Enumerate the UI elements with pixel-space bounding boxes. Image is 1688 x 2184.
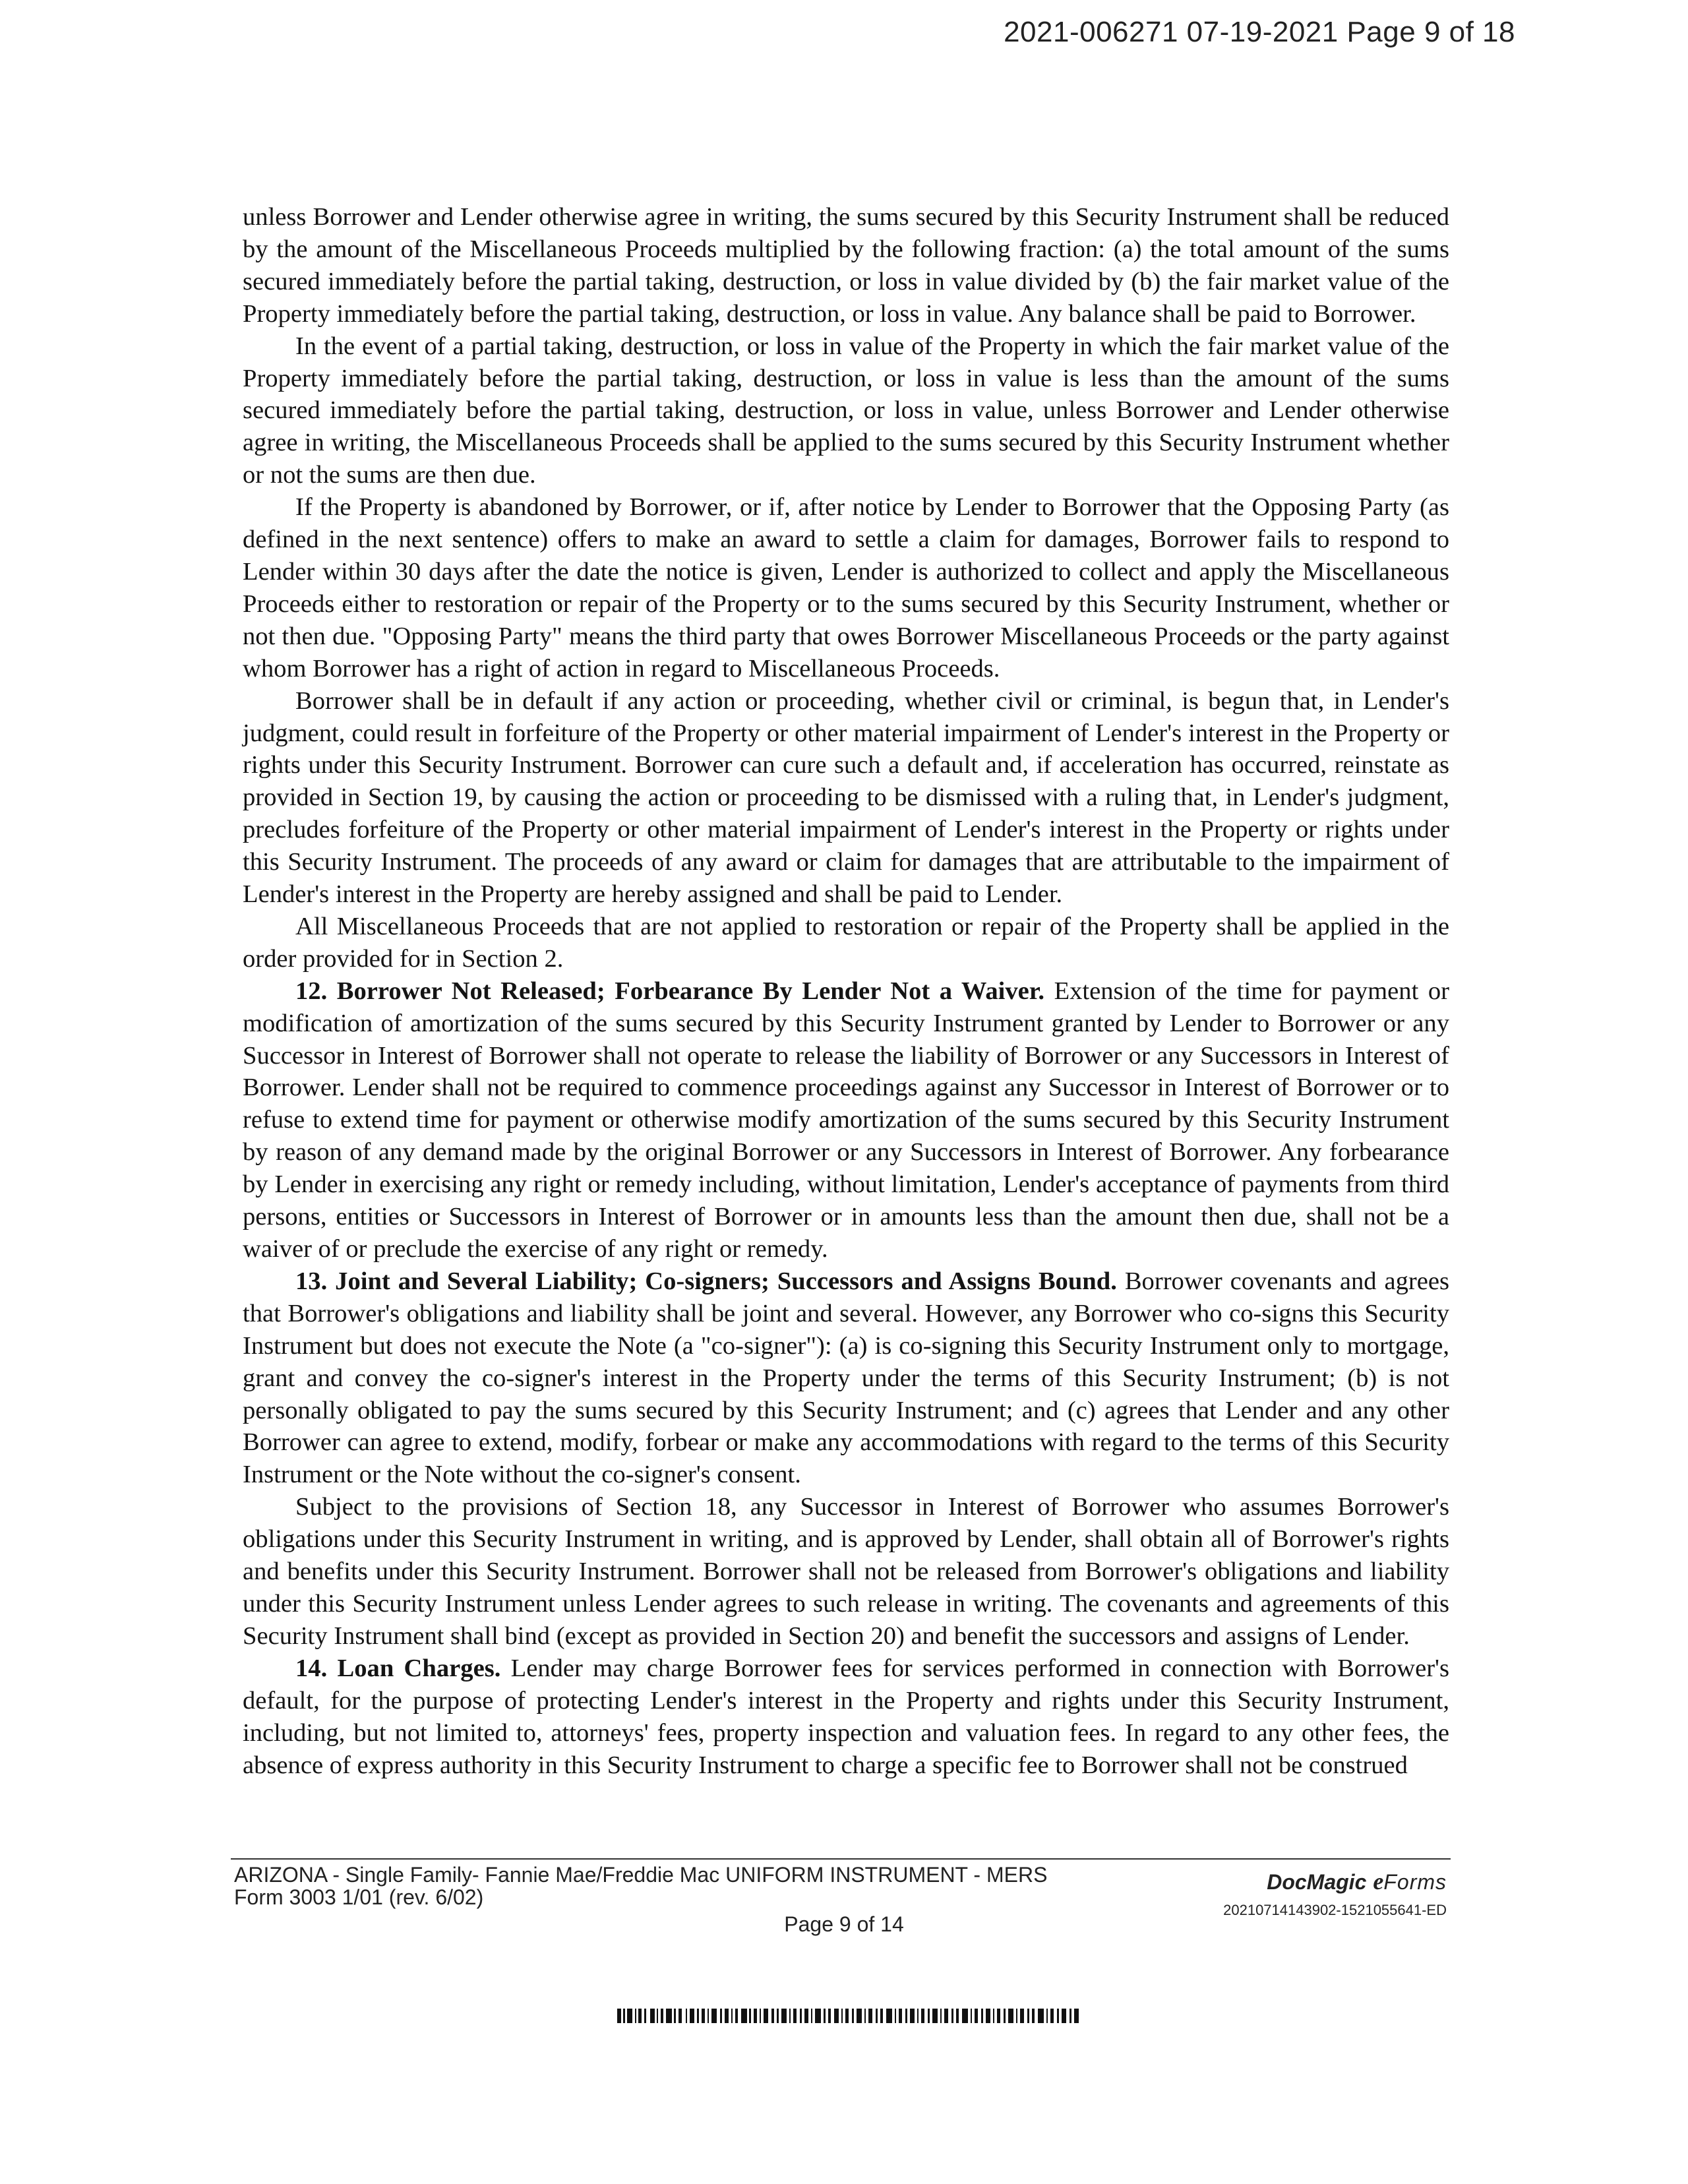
section-14 xyxy=(243,1653,1449,1782)
section-14-text: Lender may charge Borrower fees for services performed in connection with Borrower's default, for the purpose of protecting Lender's interest in the Property and rights under this Security Instrument, including, but not limited to, attorneys' fees, property inspection and valuation fees. In regard to any other fees, the absence of express authority in this Security Instrument to charge a specific fee to Borrower shall not be construed xyxy=(243,1654,1450,1779)
form-line-1: ARIZONA - Single Family- Fannie Mae/Freddie Mac UNIFORM INSTRUMENT - MERS xyxy=(234,1863,1048,1887)
section-13 xyxy=(243,1265,1449,1491)
section-12 xyxy=(243,975,1449,1265)
recording-stamp: 2021-006271 07-19-2021 Page 9 of 18 xyxy=(1004,16,1515,48)
section-12-heading: 12. Borrower Not Released; Forbearance By Lender Not a Waiver. xyxy=(295,977,1045,1005)
form-identification xyxy=(234,1864,1047,1908)
section-13-text: Borrower covenants and agrees that Borrower's obligations and liability shall be joint and several. However, any Borrower who co-signs this Security Instrument but does not execute the Note (a "co-signer"): (a) is co-signing this Security Instrument only to mortgage, grant and convey the co-signer's interest in the Property under the terms of this Security Instrument; (b) is not personally obligated to pay the sums secured by this Security Instrument; and (c) agrees that Lender and any other Borrower can agree to extend, modify, forbear or make any accommodations with regard to the terms of this Security Instrument or the Note without the co-signer's consent. xyxy=(243,1267,1450,1489)
section-13-paragraph-2: Subject to the provisions of Section 18, any Successor in Interest of Borrower who assumes Borrower's obligations under this Security Instrument in writing, and is approved by Lender, shall obtain all of Borrower's rights and benefits under this Security Instrument. Borrower shall not be released from Borrower's obligations and liability under this Security Instrument unless Lender agrees to such release in writing. The covenants and agreements of this Security Instrument shall bind (except as provided in Section 20) and benefit the successors and assigns of Lender. xyxy=(243,1493,1449,1650)
footer-divider xyxy=(231,1858,1451,1860)
paragraph-application-order: All Miscellaneous Proceeds that are not applied to restoration or repair of the Property shall be applied in the order provided for in Section 2. xyxy=(243,912,1449,973)
docmagic-logo xyxy=(1223,1867,1447,1895)
footer-brand xyxy=(1223,1867,1447,1919)
paragraph-reduction: unless Borrower and Lender otherwise agree in writing, the sums secured by this Security Instrument shall be reduced by the amount of the Miscellaneous Proceeds multiplied by the following fraction: (a) the total amount of the sums secured immediately before the partial taking, destruction, or loss in value divided by (b) the fair market value of the Property immediately before the partial taking, destruction, or loss in value. Any balance shall be paid to Borrower. xyxy=(243,203,1449,328)
document-id: 20210714143902-1521055641-ED xyxy=(1223,1902,1447,1918)
brand-e-icon: e xyxy=(1373,1868,1384,1895)
section-14-heading: 14. Loan Charges. xyxy=(295,1654,501,1682)
paragraph-default: Borrower shall be in default if any action or proceeding, whether civil or criminal, is begun that, in Lender's judgment, could result in forfeiture of the Property or other material impairment of Lender's interest in the Property or rights under this Security Instrument. Borrower can cure such a default and, if acceleration has occurred, reinstate as provided in Section 19, by causing the action or proceeding to be dismissed with a ruling that, in Lender's judgment, precludes forfeiture of the Property or other material impairment of Lender's interest in the Property or rights under this Security Instrument. The proceeds of any award or claim for damages that are attributable to the impairment of Lender's interest in the Property are hereby assigned and shall be paid to Lender. xyxy=(243,686,1449,909)
brand-forms: Forms xyxy=(1383,1870,1447,1894)
form-line-2: Form 3003 1/01 (rev. 6/02) xyxy=(234,1885,484,1909)
page-number: Page 9 of 14 xyxy=(784,1912,904,1936)
brand-name: DocMagic xyxy=(1267,1870,1367,1894)
barcode-icon xyxy=(617,2009,1079,2023)
document-body xyxy=(243,201,1449,1781)
paragraph-abandonment: If the Property is abandoned by Borrower, or if, after notice by Lender to Borrower that the Opposing Party (as defined in the next sentence) offers to make an award to settle a claim for damages, Borrower fails to respond to Lender within 30 days after the date the notice is given, Lender is authorized to collect and apply the Miscellaneous Proceeds either to restoration or repair of the Property or to the sums secured by this Security Instrument, whether or not then due. "Opposing Party" means the third party that owes Borrower Miscellaneous Proceeds or the party against whom Borrower has a right of action in regard to Miscellaneous Proceeds. xyxy=(243,493,1449,682)
section-13-heading: 13. Joint and Several Liability; Co-signers; Successors and Assigns Bound. xyxy=(295,1267,1117,1295)
section-12-text: Extension of the time for payment or modification of amortization of the sums secured by this Security Instrument granted by Lender to Borrower or any Successor in Interest of Borrower shall not operate to release the liability of Borrower or any Successors in Interest of Borrower. Lender shall not be required to commence proceedings against any Successor in Interest of Borrower or to refuse to extend time for payment or otherwise modify amortization of the sums secured by this Security Instrument by reason of any demand made by the original Borrower or any Successors in Interest of Borrower. Any forbearance by Lender in exercising any right or remedy including, without limitation, Lender's acceptance of payments from third persons, entities or Successors in Interest of Borrower or in amounts less than the amount then due, shall not be a waiver of or preclude the exercise of any right or remedy. xyxy=(243,977,1449,1263)
paragraph-partial-taking: In the event of a partial taking, destruction, or loss in value of the Property in which the fair market value of the Property immediately before the partial taking, destruction, or loss in value is less than the amount of the sums secured immediately before the partial taking, destruction, or loss in value, unless Borrower and Lender otherwise agree in writing, the Miscellaneous Proceeds shall be applied to the sums secured by this Security Instrument whether or not the sums are then due. xyxy=(243,332,1449,489)
